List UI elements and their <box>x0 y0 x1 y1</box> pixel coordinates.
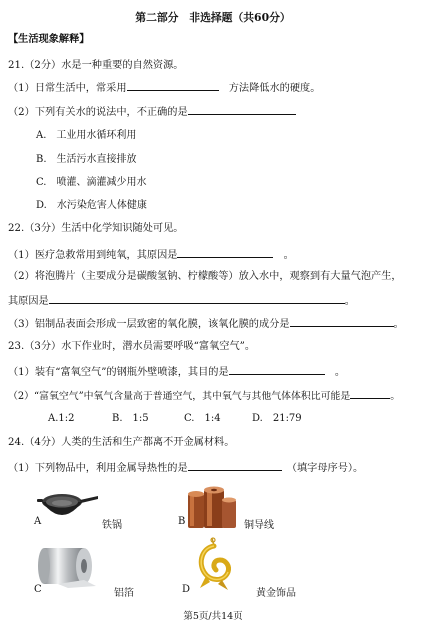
q23-option-c: C. 1:4 <box>184 413 221 424</box>
answer-blank[interactable] <box>350 388 390 399</box>
answer-blank[interactable] <box>127 80 219 91</box>
section-heading: 【生活现象解释】 <box>8 33 90 45</box>
q22-stem: 22.（3分）生活中化学知识随处可见。 <box>8 223 184 234</box>
gold-jewelry-image <box>192 536 236 594</box>
q23-option-b: B. 1:5 <box>112 413 149 424</box>
item-b-letter: B <box>178 516 186 527</box>
q23-option-d: D. 21:79 <box>252 413 302 424</box>
iron-wok-image <box>36 486 100 526</box>
item-b-name: 铜导线 <box>244 520 274 531</box>
item-d-name: 黄金饰品 <box>256 588 296 599</box>
q21-option-a: A. 工业用水循环利用 <box>36 130 137 141</box>
answer-blank[interactable] <box>229 364 325 375</box>
page-number: 第5页/共14页 <box>183 611 243 622</box>
q22-part3: （3）铝制品表面会形成一层致密的氧化膜，该氧化膜的成分是 。 <box>8 316 404 331</box>
item-a-letter: A <box>34 516 42 527</box>
item-c-letter: C <box>34 584 42 595</box>
q21-stem: 21.（2分）水是一种重要的自然资源。 <box>8 60 184 71</box>
answer-blank[interactable] <box>290 316 394 327</box>
q22-part1: （1）医疗急救常用到纯氧，其原因是 。 <box>8 247 294 262</box>
q23-part1: （1）装有“富氧空气”的钢瓶外壁喷漆，其目的是 。 <box>8 364 345 379</box>
q23-option-a: A.1:2 <box>48 413 75 424</box>
answer-blank[interactable] <box>188 460 282 471</box>
q21-part2: （2）下列有关水的说法中，不正确的是 <box>8 104 296 119</box>
q21-option-c: C. 喷灌、滴灌减少用水 <box>36 177 147 188</box>
item-d-letter: D <box>182 584 191 595</box>
answer-blank[interactable] <box>188 104 296 115</box>
q24-stem: 24.（4分）人类的生活和生产都离不开金属材料。 <box>8 437 235 448</box>
q22-part2: （2）将泡腾片（主要成分是碳酸氢钠、柠檬酸等）放入水中，观察到有大量气泡产生， <box>8 271 402 282</box>
aluminum-foil-image <box>38 540 100 590</box>
q21-part1: （1）日常生活中，常采用 方法降低水的硬度。 <box>8 80 320 95</box>
answer-blank[interactable] <box>177 247 273 258</box>
q21-option-d: D. 水污染危害人体健康 <box>36 200 147 211</box>
q21-option-b: B. 生活污水直接排放 <box>36 154 137 165</box>
q24-part1: （1）下列物品中，利用金属导热性的是 （填字母序号）。 <box>8 460 363 475</box>
q22-part2-cont: 其原因是 。 <box>8 293 355 308</box>
copper-wire-image <box>184 484 240 532</box>
q23-part2: （2）“富氧空气”中氧气含量高于普通空气，其中氧气与其他气体体积比可能是 。 <box>8 388 400 403</box>
item-c-name: 铝箔 <box>114 588 134 599</box>
section-title: 第二部分 非选择题（共60分） <box>135 11 291 24</box>
q23-stem: 23.（3分）水下作业时，潜水员需要呼吸“富氧空气”。 <box>8 341 256 352</box>
item-a-name: 铁锅 <box>102 520 122 531</box>
answer-blank[interactable] <box>49 293 345 304</box>
